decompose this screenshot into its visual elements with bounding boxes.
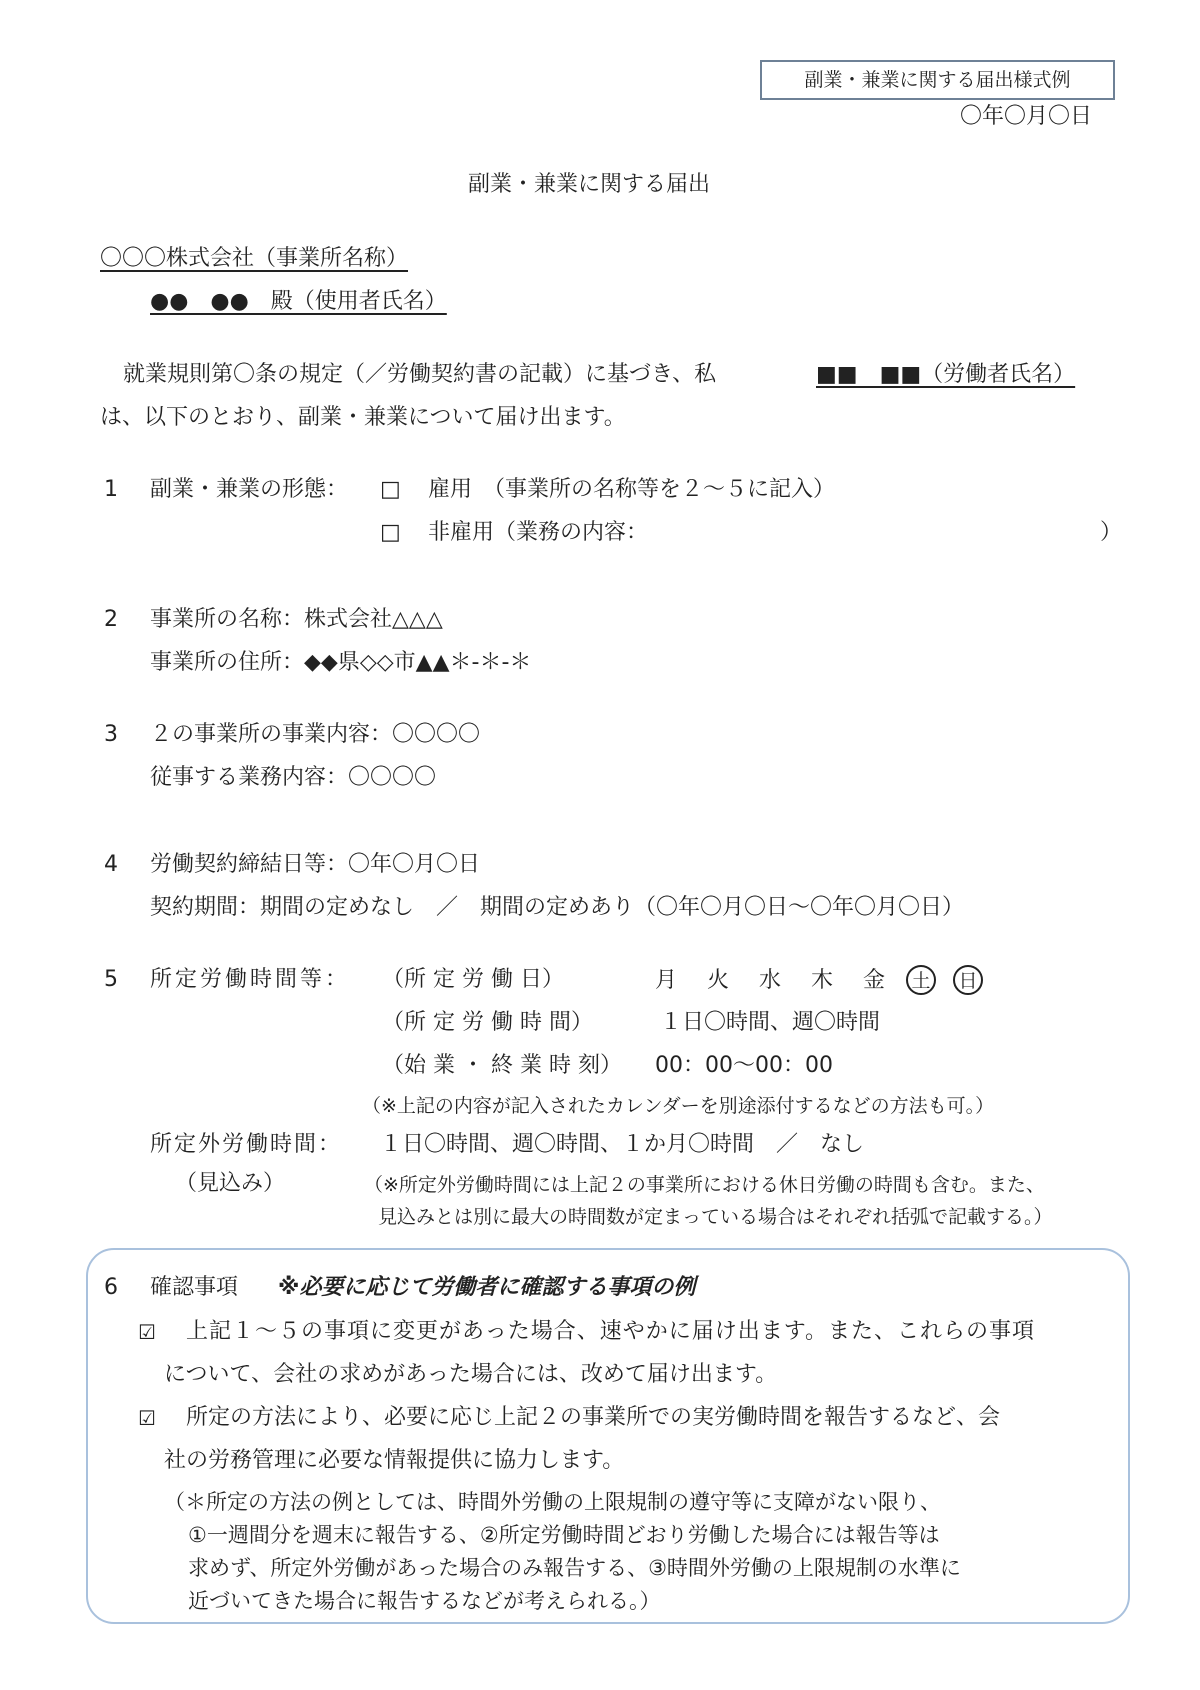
s5-hours-label: （所 定 労 働 時 間） xyxy=(382,1010,593,1035)
s1-label: 副業・兼業の形態： xyxy=(150,477,349,502)
s5-overtime-note1: （※所定外労働時間には上記２の事業所における休日労働の時間も含む。また、 xyxy=(364,1174,1045,1196)
s6-label: 確認事項 xyxy=(150,1275,239,1300)
s4-number: 4 xyxy=(104,852,118,877)
s4-line1: 労働契約締結日等：〇年〇月〇日 xyxy=(150,852,481,877)
s5-note: （※上記の内容が記入されたカレンダーを別途添付するなどの方法も可。） xyxy=(362,1095,995,1117)
s6-emphasis: ※必要に応じて労働者に確認する事項の例 xyxy=(278,1275,696,1300)
sunday-circled: 日 xyxy=(953,965,983,995)
s1-opt2-close: ） xyxy=(1100,520,1123,545)
s2-line1: 事業所の名称：株式会社△△△ xyxy=(150,607,443,632)
s2-line2: 事業所の住所：◆◆県◇◇市▲▲＊-＊-＊ xyxy=(150,650,532,675)
s4-line2: 契約期間：期間の定めなし ／ 期間の定めあり（〇年〇月〇日～〇年〇月〇日） xyxy=(150,895,965,920)
s5-hours: １日〇時間、週〇時間 xyxy=(660,1010,881,1035)
s1-opt1-label: 雇用 （事業所の名称等を２～５に記入） xyxy=(428,477,836,502)
s6-number: 6 xyxy=(104,1275,118,1300)
s5-times-label: （始 業 ・ 終 業 時 刻） xyxy=(382,1053,622,1078)
s5-number: 5 xyxy=(104,967,118,992)
recipient-company: 〇〇〇株式会社（事業所名称） xyxy=(100,246,409,271)
s6-item1-checkbox[interactable]: ☑ xyxy=(138,1320,156,1344)
weekday-list: 月 火 水 木 金 xyxy=(655,968,890,993)
s5-times: 00：00～00：00 xyxy=(655,1053,833,1078)
intro-line1: 就業規則第〇条の規定（／労働契約書の記載）に基づき、私 xyxy=(123,362,717,387)
s6-item2-checkbox[interactable]: ☑ xyxy=(138,1406,156,1430)
s6-paren-line4: 近づいてきた場合に報告するなどが考えられる。） xyxy=(188,1589,661,1613)
s6-item2-line2: 社の労務管理に必要な情報提供に協力します。 xyxy=(164,1448,625,1473)
document-date: 〇年〇月〇日 xyxy=(960,104,1093,129)
s3-line2: 従事する業務内容：〇〇〇〇 xyxy=(150,765,437,790)
s1-opt2-checkbox[interactable]: □ xyxy=(380,520,401,545)
s3-number: 3 xyxy=(104,722,118,747)
s6-item1-line2: について、会社の求めがあった場合には、改めて届け出ます。 xyxy=(164,1362,778,1387)
s6-paren-line1: （＊所定の方法の例としては、時間外労働の上限規制の遵守等に支障がない限り、 xyxy=(164,1490,941,1514)
s6-paren-line2: ①一週間分を週末に報告する、②所定労働時間どおり労働した場合には報告等は xyxy=(188,1523,940,1547)
worker-name: ■■ ■■（労働者氏名） xyxy=(816,362,1076,387)
s5-weekdays xyxy=(655,965,983,996)
s5-overtime-value: １日〇時間、週〇時間、１か月〇時間 ／ なし xyxy=(380,1132,865,1157)
s5-estimate: （見込み） xyxy=(175,1171,286,1196)
s5-days-label: （所 定 労 働 日） xyxy=(382,967,564,992)
s6-item1-line1: 上記１～５の事項に変更があった場合、速やかに届け出ます。また、これらの事項 xyxy=(186,1319,1036,1344)
s5-overtime-label: 所定外労働時間： xyxy=(150,1132,343,1157)
s2-number: 2 xyxy=(104,607,118,632)
s5-label: 所定労働時間等： xyxy=(150,967,351,992)
intro-line2: は、以下のとおり、副業・兼業について届け出ます。 xyxy=(100,405,626,430)
s6-paren-line3: 求めず、所定外労働があった場合のみ報告する、③時間外労働の上限規制の水準に xyxy=(188,1556,961,1580)
s3-line1: ２の事業所の事業内容：〇〇〇〇 xyxy=(150,722,481,747)
s1-opt1-checkbox[interactable]: □ xyxy=(380,477,401,502)
document-title: 副業・兼業に関する届出 xyxy=(468,172,711,197)
s6-item2-line1: 所定の方法により、必要に応じ上記２の事業所での実労働時間を報告するなど、会 xyxy=(186,1405,1001,1430)
form-label-box: 副業・兼業に関する届出様式例 xyxy=(760,60,1115,100)
s5-overtime-note2: 見込みとは別に最大の時間数が定まっている場合はそれぞれ括弧で記載する。） xyxy=(378,1206,1053,1228)
recipient-person: ●● ●● 殿（使用者氏名） xyxy=(150,289,447,314)
s1-opt2-label: 非雇用（業務の内容： xyxy=(428,520,649,545)
saturday-circled: 土 xyxy=(906,965,936,995)
s1-number: 1 xyxy=(104,477,118,502)
